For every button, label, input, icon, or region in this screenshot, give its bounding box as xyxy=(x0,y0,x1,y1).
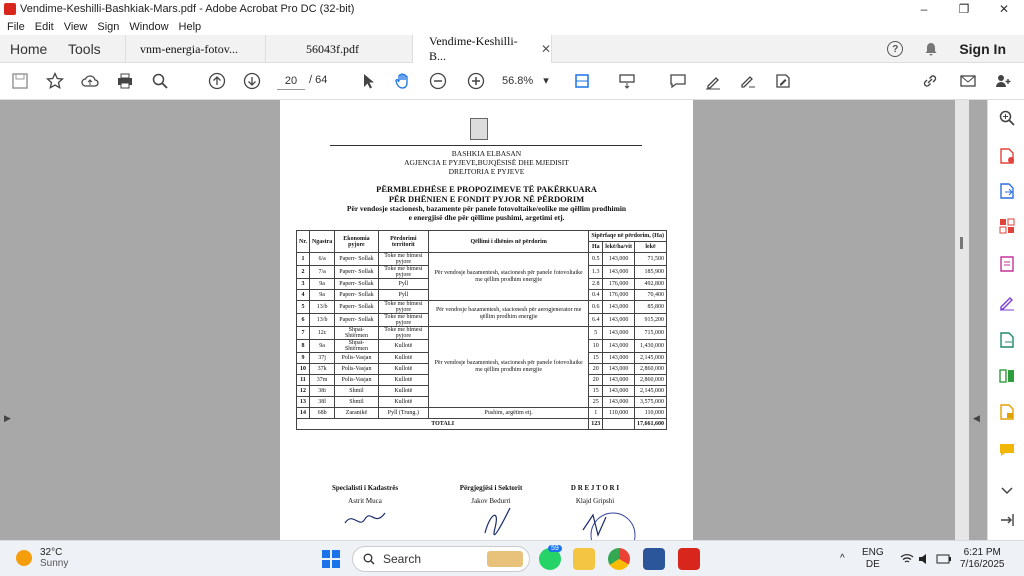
sun-icon xyxy=(16,550,32,566)
cell-rate: 143,000 xyxy=(603,253,635,266)
cell-perdorimi: Pyll (Trung.) xyxy=(378,408,428,419)
cell-perdorimi: Kullotë xyxy=(378,386,428,397)
next-page-icon[interactable] xyxy=(242,71,262,91)
chevron-down-icon: ▾ xyxy=(543,75,549,87)
doc-subtitle-2: e energjisë dhe për qëllime pushimi, argetimi etj. xyxy=(408,213,565,222)
menu-file[interactable]: File xyxy=(7,20,25,33)
menu-view[interactable]: View xyxy=(63,20,88,33)
doc-title-1: PËRMBLEDHËSE E PROPOZIMEVE TË PAKËRKUARA xyxy=(376,184,597,194)
cell-ngastra: 68b xyxy=(309,408,334,419)
col-ngastra: Ngastra xyxy=(309,231,334,253)
cell-ekonomia: Paperr- Sollak xyxy=(335,266,378,279)
wifi-icon[interactable] xyxy=(900,553,914,565)
col-leke: lekë xyxy=(634,242,666,253)
total-rate-empty xyxy=(603,419,635,430)
search-icon xyxy=(363,553,375,565)
acrobat-taskbar-icon[interactable] xyxy=(678,548,700,570)
cell-rate: 176,000 xyxy=(603,290,635,301)
cell-ekonomia: Paperr- Sollak xyxy=(335,314,378,327)
chrome-icon[interactable] xyxy=(608,548,630,570)
cell-leke: 492,800 xyxy=(634,279,666,290)
cell-nr: 7 xyxy=(297,327,310,340)
cell-purpose: Për vendosje bazamentesh, stacionesh për panele fotovoltaike me qëllim prodhim energjie xyxy=(429,253,589,301)
menu-edit[interactable]: Edit xyxy=(34,20,54,33)
cell-perdorimi: Toke me bimesi pyjore xyxy=(378,301,428,314)
cell-nr: 10 xyxy=(297,364,310,375)
cell-perdorimi: Kullotë xyxy=(378,397,428,408)
total-row xyxy=(297,419,667,430)
cell-ha: 25 xyxy=(589,397,603,408)
collapse-panel-icon[interactable] xyxy=(997,510,1017,530)
save-icon[interactable] xyxy=(10,71,30,91)
cell-ekonomia: Paperr- Sollak xyxy=(335,253,378,266)
cell-rate: 143,000 xyxy=(603,340,635,353)
keyboard-scroll-icon[interactable] xyxy=(617,71,637,91)
word-icon[interactable] xyxy=(643,548,665,570)
org-line-2: AGJENCIA E PYJEVE,BUJQËSISË DHE MJEDISIT xyxy=(404,158,569,167)
cell-ekonomia: Paperr- Sollak xyxy=(335,301,378,314)
table-row xyxy=(297,253,667,266)
total-ha: 123 xyxy=(589,419,603,430)
cell-leke: 3,575,000 xyxy=(634,397,666,408)
signature-block-director xyxy=(550,484,640,505)
total-label: TOTALI xyxy=(297,419,589,430)
table-row xyxy=(297,408,667,419)
signature-role: D R E J T O R I xyxy=(570,484,620,492)
cell-leke: 70,400 xyxy=(634,290,666,301)
cell-leke: 110,000 xyxy=(634,408,666,419)
cell-leke: 85,800 xyxy=(634,301,666,314)
cell-leke: 2,860,000 xyxy=(634,375,666,386)
cell-leke: 1,430,000 xyxy=(634,340,666,353)
cell-ha: 2.8 xyxy=(589,279,603,290)
weather-widget[interactable] xyxy=(16,547,68,569)
cell-perdorimi: Kullotë xyxy=(378,364,428,375)
notification-badge: 59 xyxy=(548,545,562,552)
fill-sign-icon[interactable] xyxy=(738,71,758,91)
lang-primary: ENG xyxy=(862,547,884,558)
cell-ha: 0.6 xyxy=(589,301,603,314)
cell-ha: 6.4 xyxy=(589,314,603,327)
create-pdf-icon[interactable] xyxy=(997,146,1017,166)
cell-ekonomia: Paperr- Sollak xyxy=(335,279,378,290)
cell-ha: 15 xyxy=(589,353,603,364)
speaker-icon[interactable] xyxy=(918,553,932,565)
cell-leke: 915,200 xyxy=(634,314,666,327)
col-qellimi: Qëllimi i dhënies në përdorim xyxy=(429,231,589,253)
restore-button[interactable]: ❐ xyxy=(958,2,970,16)
cell-perdorimi: Toke me bimesi pyjore xyxy=(378,327,428,340)
cell-ekonomia: Polis-Vasjan xyxy=(335,353,378,364)
cell-perdorimi: Kullotë xyxy=(378,375,428,386)
cell-ngastra: 13/b xyxy=(309,314,334,327)
tab-label: Vendime-Keshilli-B... xyxy=(429,34,518,63)
cell-ngastra: 9a xyxy=(309,290,334,301)
tab-label: vnm-energia-fotov... xyxy=(140,41,238,56)
page-number-input[interactable]: 20 xyxy=(277,72,305,90)
cell-purpose: Për vendosje bazamentesh, stacionesh për panele fotovoltaike me qëllim prodhim energjie xyxy=(429,327,589,408)
cell-ekonomia: Polis-Vasjan xyxy=(335,364,378,375)
document-viewport[interactable] xyxy=(0,100,987,540)
cell-nr: 8 xyxy=(297,340,310,353)
lang-secondary: DE xyxy=(865,559,880,570)
signature-role: Përgjegjësi i Sektorit xyxy=(459,484,523,492)
window-title: Vendime-Keshilli-Bashkiak-Mars.pdf - Adobe Acrobat Pro DC (32-bit) xyxy=(20,3,355,15)
menu-bar xyxy=(0,18,1024,35)
search-panel-icon[interactable] xyxy=(997,108,1017,128)
tools-panel xyxy=(987,100,1024,540)
cell-perdorimi: Toke me bimesi pyjore xyxy=(378,253,428,266)
cell-perdorimi: Kullotë xyxy=(378,353,428,364)
cell-ngastra: 37m xyxy=(309,375,334,386)
acrobat-logo-icon xyxy=(4,3,16,15)
edit-pdf-icon[interactable] xyxy=(997,254,1017,274)
right-panel-toggle-icon[interactable]: ◀ xyxy=(973,413,980,423)
export-pdf-icon[interactable] xyxy=(997,181,1017,201)
windows-taskbar xyxy=(0,540,1024,576)
chevron-down-icon[interactable] xyxy=(997,480,1017,500)
org-line-3: DREJTORIA E PYJEVE xyxy=(448,167,525,176)
cell-ha: 0.4 xyxy=(589,290,603,301)
link-icon[interactable] xyxy=(920,71,940,91)
page-total: / 64 xyxy=(309,74,328,86)
menu-help[interactable]: Help xyxy=(178,20,202,33)
municipality-emblem xyxy=(470,118,488,140)
add-user-icon[interactable] xyxy=(993,71,1013,91)
menu-window[interactable]: Window xyxy=(129,20,169,33)
cell-ngastra: 37k xyxy=(309,364,334,375)
comment-panel-icon[interactable] xyxy=(997,440,1017,460)
cell-nr: 6 xyxy=(297,314,310,327)
send-for-review-icon[interactable] xyxy=(997,330,1017,350)
cell-ngastra: 13/b xyxy=(309,301,334,314)
cell-ekonomia: Polis-Vasjan xyxy=(335,375,378,386)
cell-nr: 14 xyxy=(297,408,310,419)
search-label: Search xyxy=(383,552,422,566)
col-rate: lekë/ha/vit xyxy=(603,242,635,253)
col-perdorimi: Përdorimi territorit xyxy=(378,231,428,253)
close-tab-icon[interactable]: ✕ xyxy=(540,41,551,56)
tab-document-2[interactable] xyxy=(265,35,405,63)
cell-ha: 10 xyxy=(589,340,603,353)
cell-rate: 176,000 xyxy=(603,279,635,290)
organize-pages-icon[interactable] xyxy=(997,216,1017,236)
zoom-in-icon[interactable] xyxy=(466,71,486,91)
signature-name: Klajd Gripshi xyxy=(575,497,615,505)
cell-ngastra: 7/a xyxy=(309,266,334,279)
cell-ngastra: 12c xyxy=(309,327,334,340)
cell-purpose: Pushim, argëtim etj. xyxy=(429,408,589,419)
cell-leke: 715,000 xyxy=(634,327,666,340)
col-ekonomia: Ekonomia pyjore xyxy=(335,231,378,253)
cell-perdorimi: Toke me bimesi pyjore xyxy=(378,314,428,327)
cell-rate: 110,000 xyxy=(603,408,635,419)
clock-time: 6:21 PM xyxy=(963,547,1001,558)
cell-nr: 11 xyxy=(297,375,310,386)
cell-ngastra: 6/a xyxy=(309,253,334,266)
cell-purpose: Për vendosje bazamentesh, stacionesh për aerogjenerator me qëllim prodhim energjie xyxy=(429,301,589,327)
compare-files-icon[interactable] xyxy=(997,366,1017,386)
sign-in-button[interactable]: Sign In xyxy=(959,41,1006,57)
previous-page-icon[interactable] xyxy=(207,71,227,91)
cell-rate: 143,000 xyxy=(603,397,635,408)
file-explorer-icon[interactable] xyxy=(573,548,595,570)
tab-document-active[interactable] xyxy=(412,35,552,63)
table-row xyxy=(297,327,667,340)
signature-role: Specialisti i Kadastrës xyxy=(331,484,399,492)
tab-home[interactable]: Home xyxy=(10,41,48,57)
cell-ekonomia: Shpat-Shtërmen xyxy=(335,340,378,353)
cell-ngastra: 37j xyxy=(309,353,334,364)
taskbar-search[interactable] xyxy=(352,546,530,572)
print-icon[interactable] xyxy=(115,71,135,91)
windows-start-icon[interactable] xyxy=(322,550,340,568)
col-nr: Nr. xyxy=(297,231,310,253)
doc-subtitle-1: Për vendosje stacionesh, bazamente për panele fotovoltaike/eolike me qëllim prodhimin xyxy=(346,204,627,213)
comment-icon[interactable] xyxy=(668,71,688,91)
cell-nr: 1 xyxy=(297,253,310,266)
cell-nr: 4 xyxy=(297,290,310,301)
cell-ha: 15 xyxy=(589,386,603,397)
cell-rate: 143,000 xyxy=(603,301,635,314)
cell-ekonomia: Shmil xyxy=(335,397,378,408)
cell-perdorimi: Toke me bimesi pyjore xyxy=(378,266,428,279)
tab-tools[interactable]: Tools xyxy=(68,41,101,57)
cell-leke: 185,900 xyxy=(634,266,666,279)
table-row xyxy=(297,301,667,314)
cell-ha: 20 xyxy=(589,375,603,386)
col-ha: Ha xyxy=(589,242,603,253)
signature-block-specialist xyxy=(320,484,410,505)
cell-ekonomia: Zaranikë xyxy=(335,408,378,419)
cell-nr: 13 xyxy=(297,397,310,408)
close-window-button[interactable]: ✕ xyxy=(998,2,1010,16)
notification-bell-icon[interactable] xyxy=(923,41,939,57)
email-icon[interactable] xyxy=(958,71,978,91)
clock-date: 7/16/2025 xyxy=(960,559,1005,570)
protect-icon[interactable] xyxy=(997,402,1017,422)
cell-ngastra: 38i xyxy=(309,386,334,397)
doc-title-2: PËR DHËNIEN E FONDIT PYJOR NË PËRDORIM xyxy=(388,194,585,204)
cell-leke: 71,500 xyxy=(634,253,666,266)
upload-cloud-icon[interactable] xyxy=(80,71,100,91)
zoom-value: 56.8% xyxy=(502,75,534,87)
tab-label: 56043f.pdf xyxy=(306,41,359,56)
scrollbar-thumb[interactable] xyxy=(960,237,963,249)
search-zoom-icon[interactable] xyxy=(150,71,170,91)
battery-icon[interactable] xyxy=(936,553,952,565)
bookmark-star-icon[interactable] xyxy=(45,71,65,91)
menu-sign[interactable]: Sign xyxy=(97,20,120,33)
pdf-page xyxy=(280,100,693,540)
handwritten-signature-2 xyxy=(475,498,515,538)
signature-name: Jakov Bedurri xyxy=(471,497,511,505)
cell-rate: 143,000 xyxy=(603,375,635,386)
highlight-pen-icon[interactable] xyxy=(703,71,723,91)
cell-leke: 2,145,000 xyxy=(634,353,666,364)
cell-ha: 0.5 xyxy=(589,253,603,266)
fill-sign-panel-icon[interactable] xyxy=(997,292,1017,312)
org-line-1: BASHKIA ELBASAN xyxy=(451,149,522,158)
cell-ekonomia: Paperr- Sollak xyxy=(335,290,378,301)
cell-rate: 143,000 xyxy=(603,386,635,397)
toolbar xyxy=(0,63,1024,100)
cell-leke: 2,860,000 xyxy=(634,364,666,375)
page-fit-icon[interactable] xyxy=(572,71,592,91)
tray-overflow-icon[interactable]: ^ xyxy=(840,553,845,564)
weather-desc: Sunny xyxy=(40,558,69,569)
handwritten-signature-1 xyxy=(340,505,390,530)
cell-nr: 9 xyxy=(297,353,310,364)
cell-rate: 143,000 xyxy=(603,364,635,375)
weather-temp: 32°C xyxy=(40,547,63,558)
cell-rate: 143,000 xyxy=(603,314,635,327)
cell-rate: 143,000 xyxy=(603,266,635,279)
hand-tool-icon[interactable] xyxy=(393,71,413,91)
cell-ngastra: 9a xyxy=(309,340,334,353)
cell-nr: 3 xyxy=(297,279,310,290)
cell-rate: 143,000 xyxy=(603,327,635,340)
title-bar xyxy=(0,0,1024,18)
cell-nr: 2 xyxy=(297,266,310,279)
cell-leke: 2,145,000 xyxy=(634,386,666,397)
left-panel-toggle-icon[interactable]: ▶ xyxy=(4,413,11,423)
cell-ngastra: 9a xyxy=(309,279,334,290)
language-indicator[interactable] xyxy=(862,547,884,571)
col-siperfaqe: Sipërfaqe në përdorim, (Ha) xyxy=(589,231,667,242)
cell-ekonomia: Shpat-Shtërmen xyxy=(335,327,378,340)
official-stamp xyxy=(578,505,638,540)
cell-ha: 1 xyxy=(589,408,603,419)
signature-name: Astrit Muca xyxy=(348,497,382,505)
cell-ha: 1.3 xyxy=(589,266,603,279)
cell-nr: 5 xyxy=(297,301,310,314)
tab-document-1[interactable] xyxy=(125,35,265,63)
zoom-level-select[interactable] xyxy=(502,72,554,90)
vertical-scrollbar[interactable] xyxy=(955,100,969,540)
cell-ngastra: 38l xyxy=(309,397,334,408)
minimize-button[interactable]: – xyxy=(920,2,928,16)
help-icon[interactable]: ? xyxy=(887,41,903,57)
total-leke: 17,661,600 xyxy=(634,419,666,430)
cell-perdorimi: Pyll xyxy=(378,290,428,301)
cell-perdorimi: Kullotë xyxy=(378,340,428,353)
cell-rate: 143,000 xyxy=(603,353,635,364)
proposals-table xyxy=(296,230,667,430)
search-highlight-image xyxy=(487,551,523,567)
select-cursor-icon[interactable] xyxy=(358,71,378,91)
cell-ha: 5 xyxy=(589,327,603,340)
cell-perdorimi: Pyll xyxy=(378,279,428,290)
cell-nr: 12 xyxy=(297,386,310,397)
edit-text-icon[interactable] xyxy=(773,71,793,91)
cell-ekonomia: Shmil xyxy=(335,386,378,397)
cell-ha: 20 xyxy=(589,364,603,375)
tab-bar xyxy=(0,35,1024,63)
header-divider xyxy=(330,145,642,146)
clock[interactable] xyxy=(960,547,1005,571)
zoom-out-icon[interactable] xyxy=(428,71,448,91)
